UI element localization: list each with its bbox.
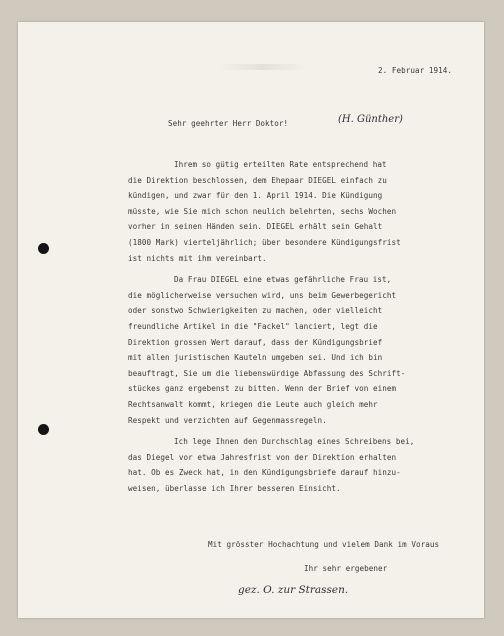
letter-body-line: Ihrem so gütig erteilten Rate entsprechend hat	[174, 160, 387, 169]
handwritten-recipient-name: (H. Günther)	[338, 114, 403, 125]
letter-body-line: vorher in seinen Händen sein. DIEGEL erhält sein Gehalt	[128, 222, 383, 232]
letter-body-line: (1800 Mark) vierteljährlich; über besondere Kündigungsfrist	[128, 237, 401, 247]
letter-sheet	[18, 22, 484, 618]
letter-body-line: beauftragt, Sie um die liebenswürdige Abfassung des Schrift-	[128, 368, 406, 378]
letter-body-line: Rechtsanwalt kommt, kriegen die Leute auch gleich mehr	[128, 399, 378, 409]
letter-body-line: Ich lege Ihnen den Durchschlag eines Schreibens bei,	[174, 437, 415, 447]
letter-body-line: oder sonstwo Schwierigkeiten zu machen, oder vielleicht	[128, 306, 383, 316]
letter-body-line: Respekt und verzichten auf Gegenmassregeln.	[128, 415, 327, 425]
letter-body-line: kündigen, und zwar für den 1. April 1914. Die Kündigung	[128, 191, 383, 201]
faded-letterhead-mark	[218, 64, 308, 70]
letter-body-line: mit allen juristischen Kauteln umgeben sei. Und ich bin	[128, 353, 383, 363]
letter-body-line: hat. Ob es Zweck hat, in den Kündigungsbriefe darauf hinzu-	[128, 468, 401, 478]
letter-body-line: weisen, überlasse ich Ihrer besseren Einsicht.	[128, 483, 341, 493]
letter-body-line: müsste, wie Sie mich schon neulich belehrten, sechs Wochen	[128, 206, 397, 216]
punch-hole-bottom	[38, 424, 49, 435]
letter-body-line: Direktion grossen Wert darauf, dass der Kündigungsbrief	[128, 337, 383, 347]
letter-date: 2. Februar 1914.	[378, 66, 452, 75]
letter-body-line: Da Frau DIEGEL eine etwas gefährliche Frau ist,	[174, 275, 392, 285]
letter-closing: Mit grösster Hochachtung und vielem Dank im Voraus	[208, 540, 440, 549]
letter-body-line: ist nichts mit ihm vereinbart.	[128, 253, 267, 263]
letter-salutation: Sehr geehrter Herr Doktor!	[168, 119, 289, 128]
letter-regards: Ihr sehr ergebener	[304, 564, 388, 573]
letter-body-line: stückes ganz ergebenst zu bitten. Wenn der Brief von einem	[128, 384, 397, 394]
letter-body-line: freundliche Artikel in die "Fackel" lanciert, legt die	[128, 321, 378, 331]
punch-hole-top	[38, 243, 49, 254]
letter-body	[128, 157, 414, 496]
letter-body-line: das Diegel vor etwa Jahresfrist von der Direktion erhalten	[128, 452, 397, 462]
handwritten-signature: gez. O. zur Strassen.	[238, 584, 349, 596]
letter-body-line: die möglicherweise versuchen wird, uns beim Gewerbegericht	[128, 290, 397, 300]
letter-body-line: die Direktion beschlossen, dem Ehepaar DIEGEL einfach zu	[128, 175, 387, 185]
